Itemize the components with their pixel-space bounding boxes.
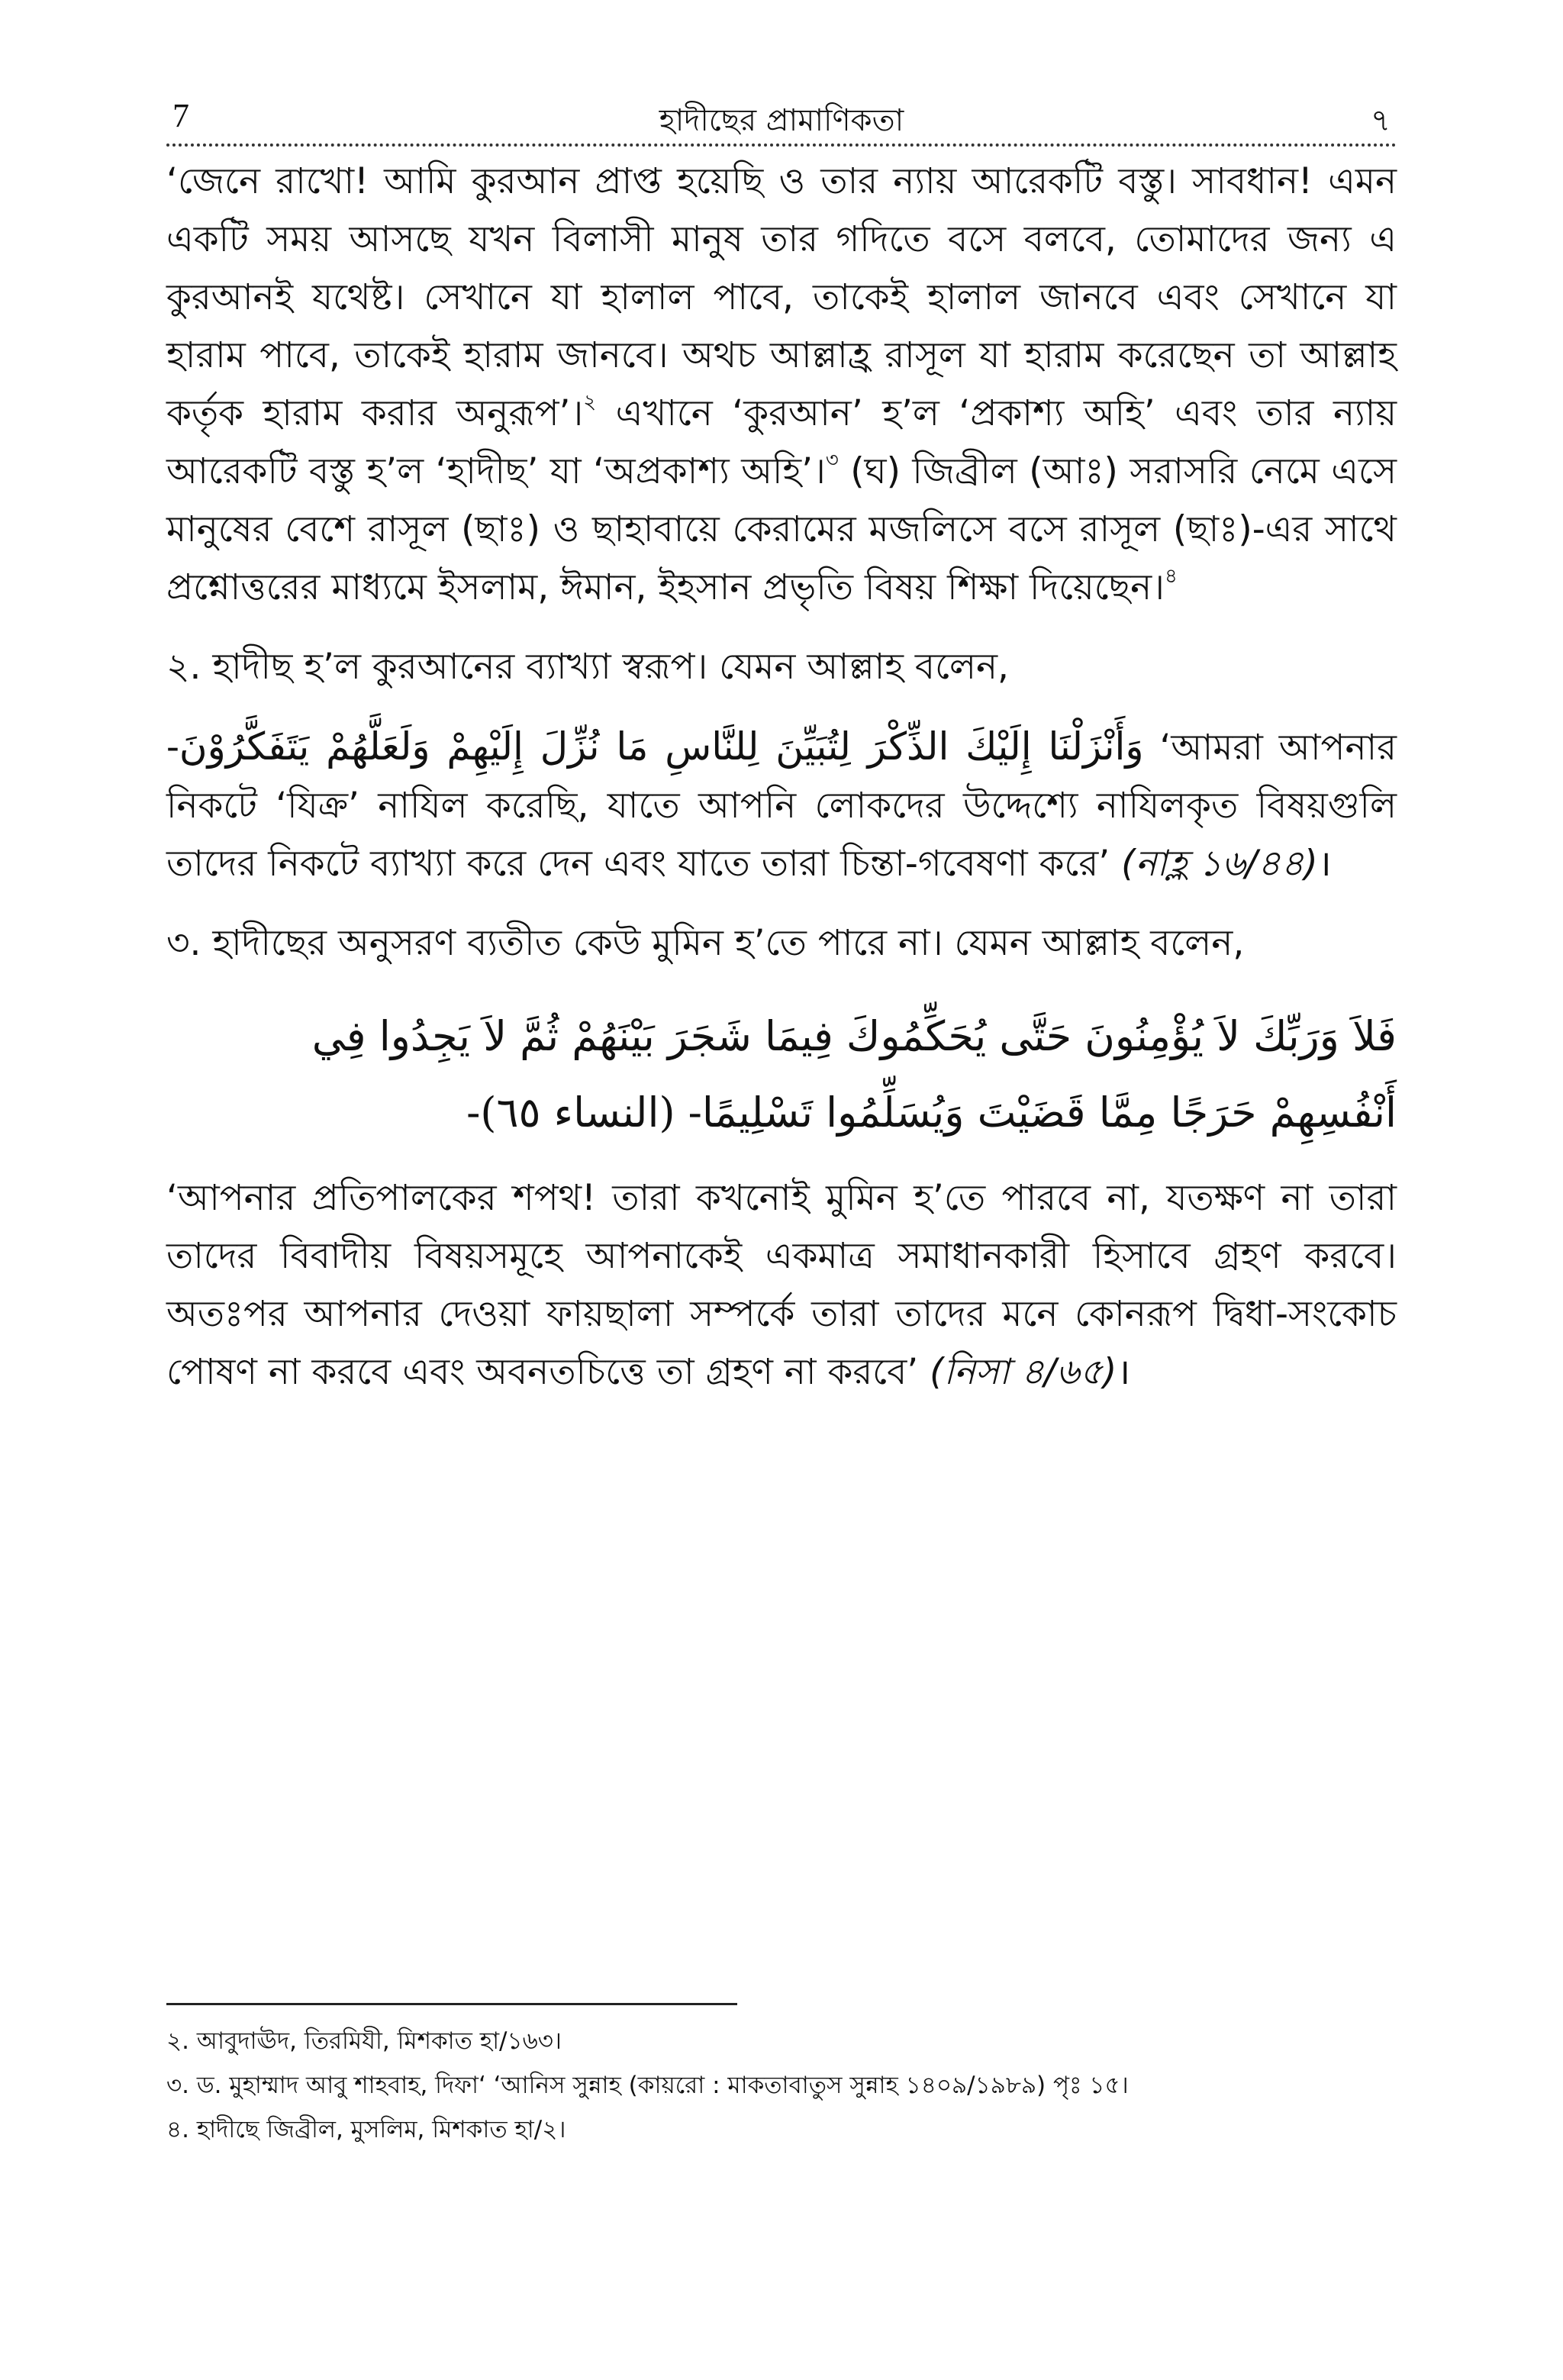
paragraph-text: ‘জেনে রাখো! আমি কুরআন প্রাপ্ত হয়েছি ও তার ন্যায় আরেকটি বস্তু। সাবধান! এমন একটি সময় আসছে যখন বিলাসী মানুষ তার গদিতে বসে বলবে, তোমাদের জন্য এ কুরআনই যথেষ্ট। সেখানে যা হালাল পাবে, তাকেই হালাল জানবে এবং সেখানে যা হারাম পাবে, তাকেই হারাম জানবে। অথচ আল্লাহ্র রাসূল যা হারাম করেছেন তা আল্লাহ কর্তৃক হারাম করার অনুরূপ’। bbox=[166, 160, 1397, 434]
page bbox=[166, 0, 1397, 2380]
main-text bbox=[166, 153, 1397, 1401]
arabic-verse-line-1: فَلاَ وَرَبِّكَ لاَ يُؤْمِنُونَ حَتَّى يُحَكِّمُوكَ فِيمَا شَجَرَ بَيْنَهُمْ ثُمَّ لاَ يَجِدُوا فِي bbox=[311, 1012, 1397, 1060]
footnote-3: ৩. ড. মুহাম্মাদ আবু শাহবাহ, দিফা‘ ‘আনিস সুন্নাহ (কায়রো : মাকতাবাতুস সুন্নাহ ১৪০৯/১৯৮৯) পৃঃ ১৫। bbox=[166, 2072, 1129, 2099]
arabic-verse-line-2: أَنْفُسِهِمْ حَرَجًا مِمَّا قَضَيْتَ وَيُسَلِّمُوا تَسْلِيمًا- (النساء ٦٥)- bbox=[466, 1088, 1397, 1137]
footnote-4: ৪. হাদীছে জিব্রীল, মুসলিম, মিশকাত হা/২। bbox=[166, 2116, 566, 2143]
paragraph-hadith-quote bbox=[166, 153, 1397, 617]
footnote-divider bbox=[166, 2003, 737, 2005]
arabic-verse-block bbox=[166, 998, 1397, 1151]
running-header bbox=[166, 90, 1397, 147]
verse-reference: (নিসা ৪/৬৫) bbox=[930, 1351, 1117, 1393]
paragraph-end: । bbox=[1117, 1351, 1131, 1393]
point-2-heading: ২. হাদীছ হ’ল কুরআনের ব্যাখ্যা স্বরূপ। যেমন আল্লাহ বলেন, bbox=[166, 646, 1009, 688]
paragraph-text: ‘আপনার প্রতিপালকের শপথ! তারা কখনোই মুমিন হ’তে পারবে না, যতক্ষণ না তারা তাদের বিবাদীয় বিষয়সমূহে আপনাকেই একমাত্র সমাধানকারী হিসাবে গ্রহণ করবে। অতঃপর আপনার দেওয়া ফায়ছালা সম্পর্কে তারা তাদের মনে কোনরূপ দ্বিধা-সংকোচ পোষণ না করবে এবং অবনতচিত্তে তা গ্রহণ না করবে’ bbox=[166, 1177, 1397, 1393]
running-title: হাদীছের প্রামাণিকতা bbox=[659, 103, 904, 138]
paragraph-nahl-verse bbox=[166, 718, 1397, 893]
footnote-ref-3[interactable]: ৩ bbox=[825, 449, 839, 472]
paragraph-text: ‘আমরা আপনার নিকটে ‘যিক্র’ নাযিল করেছি, যাতে আপনি লোকদের উদ্দেশ্যে নাযিলকৃত বিষয়গুলি তাদের নিকটে ব্যাখ্যা করে দেন এবং যাতে তারা চিন্তা-গবেষণা করে’ bbox=[166, 727, 1397, 885]
page-number-latin: 7 bbox=[172, 97, 189, 134]
footnote-2: ২. আবুদাঊদ, তিরমিযী, মিশকাত হা/১৬৩। bbox=[166, 2027, 562, 2055]
point-3-heading: ৩. হাদীছের অনুসরণ ব্যতীত কেউ মুমিন হ’তে পারে না। যেমন আল্লাহ বলেন, bbox=[166, 922, 1245, 964]
verse-reference: (নাহ্ল ১৬/৪৪) bbox=[1121, 843, 1318, 885]
footnote-ref-2[interactable]: ২ bbox=[583, 391, 597, 414]
arabic-verse-inline: وَأَنْزَلْنَا إِلَيْكَ الذِّكْرَ لِتُبَيِّنَ لِلنَّاسِ مَا نُزِّلَ إِلَيْهِمْ وَلَعَلَّهُمْ يَتَفَكَّرُوْنَ- bbox=[166, 724, 1144, 769]
paragraph-end: । bbox=[1317, 843, 1332, 885]
page-number-bangla: ৭ bbox=[1370, 103, 1391, 138]
paragraph-text: (ঘ) জিব্রীল (আঃ) সরাসরি নেমে এসে মানুষের বেশে রাসূল (ছাঃ) ও ছাহাবায়ে কেরামের মজলিসে বসে রাসূল (ছাঃ)-এর সাথে প্রশ্নোত্তরের মাধ্যমে ইসলাম, ঈমান, ইহসান প্রভৃতি বিষয় শিক্ষা দিয়েছেন। bbox=[166, 450, 1397, 608]
paragraph-nisa-translation bbox=[166, 1169, 1397, 1401]
footnotes bbox=[166, 2019, 1397, 2152]
footnote-ref-4[interactable]: ৪ bbox=[1164, 565, 1178, 588]
paragraph-text: এখানে ‘কুরআন’ হ’ল ‘প্রকাশ্য অহি’ এবং তার ন্যায় আরেকটি বস্তু হ’ল ‘হাদীছ’ যা ‘অপ্রকাশ্য অহি’। bbox=[166, 392, 1397, 492]
